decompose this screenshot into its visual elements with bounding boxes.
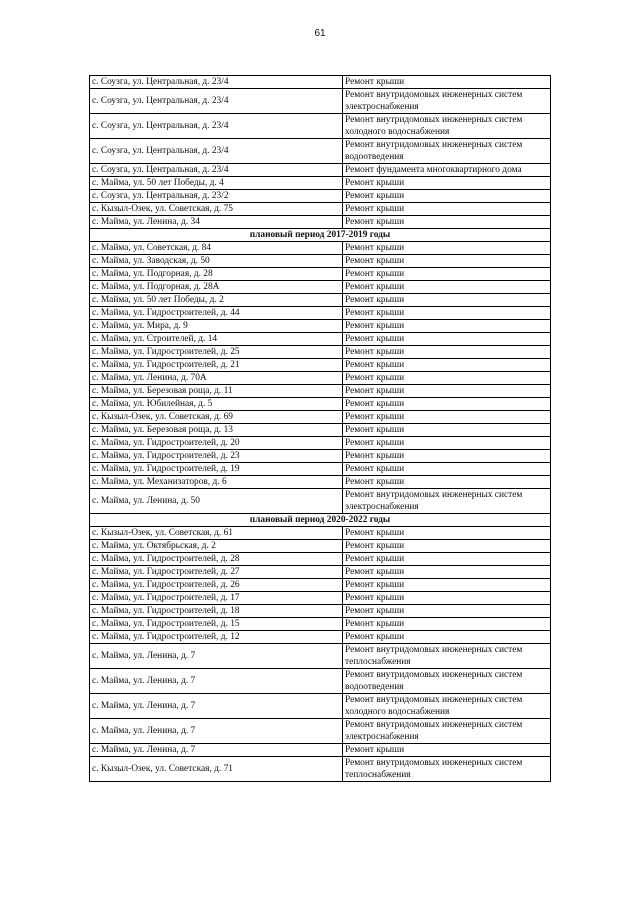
work-type-cell: Ремонт крыши — [343, 437, 551, 450]
address-cell: с. Кызыл-Озек, ул. Советская, д. 69 — [90, 411, 343, 424]
address-cell: с. Майма, ул. Ленина, д. 50 — [90, 489, 343, 514]
address-cell: с. Майма, ул. Ленина, д. 70А — [90, 372, 343, 385]
table-row — [90, 114, 551, 139]
work-type-cell: Ремонт внутридомовых инженерных систем теплоснабжения — [343, 644, 551, 669]
address-cell: с. Майма, ул. Механизаторов, д. 6 — [90, 476, 343, 489]
address-cell: с. Майма, ул. Гидростроителей, д. 27 — [90, 566, 343, 579]
table-row — [90, 398, 551, 411]
address-cell: с. Соузга, ул. Центральная, д. 23/4 — [90, 89, 343, 114]
work-type-cell: Ремонт крыши — [343, 579, 551, 592]
address-cell: с. Майма, ул. Гидростроителей, д. 23 — [90, 450, 343, 463]
table-row — [90, 476, 551, 489]
address-cell: с. Майма, ул. Гидростроителей, д. 12 — [90, 631, 343, 644]
address-cell: с. Майма, ул. Ленина, д. 34 — [90, 216, 343, 229]
address-cell: с. Майма, ул. Гидростроителей, д. 15 — [90, 618, 343, 631]
address-cell: с. Майма, ул. Подгорная, д. 28А — [90, 281, 343, 294]
work-type-cell: Ремонт крыши — [343, 553, 551, 566]
table-row — [90, 566, 551, 579]
address-cell: с. Майма, ул. Гидростроителей, д. 21 — [90, 359, 343, 372]
repair-schedule-table — [89, 75, 551, 782]
section-title: плановый период 2020-2022 годы — [90, 514, 551, 527]
work-type-cell: Ремонт крыши — [343, 450, 551, 463]
address-cell: с. Соузга, ул. Центральная, д. 23/4 — [90, 139, 343, 164]
work-type-cell: Ремонт внутридомовых инженерных систем холодного водоснабжения — [343, 114, 551, 139]
work-type-cell: Ремонт крыши — [343, 385, 551, 398]
table-row — [90, 372, 551, 385]
address-cell: с. Майма, ул. Ленина, д. 7 — [90, 744, 343, 757]
work-type-cell: Ремонт внутридомовых инженерных систем теплоснабжения — [343, 757, 551, 782]
section-header-row — [90, 514, 551, 527]
work-type-cell: Ремонт крыши — [343, 359, 551, 372]
table-row — [90, 139, 551, 164]
address-cell: с. Майма, ул. Гидростроителей, д. 25 — [90, 346, 343, 359]
work-type-cell: Ремонт крыши — [343, 566, 551, 579]
table-row — [90, 669, 551, 694]
work-type-cell: Ремонт крыши — [343, 242, 551, 255]
work-type-cell: Ремонт крыши — [343, 320, 551, 333]
table-row — [90, 489, 551, 514]
work-type-cell: Ремонт внутридомовых инженерных систем электроснабжения — [343, 489, 551, 514]
address-cell: с. Майма, ул. Гидростроителей, д. 28 — [90, 553, 343, 566]
table-row — [90, 346, 551, 359]
table-row — [90, 89, 551, 114]
table-row — [90, 694, 551, 719]
work-type-cell: Ремонт крыши — [343, 294, 551, 307]
table-row — [90, 719, 551, 744]
table-row — [90, 437, 551, 450]
table-row — [90, 631, 551, 644]
table-row — [90, 164, 551, 177]
work-type-cell: Ремонт крыши — [343, 411, 551, 424]
work-type-cell: Ремонт крыши — [343, 281, 551, 294]
work-type-cell: Ремонт фундамента многоквартирного дома — [343, 164, 551, 177]
work-type-cell: Ремонт внутридомовых инженерных систем водоотведения — [343, 669, 551, 694]
table-row — [90, 553, 551, 566]
table-row — [90, 242, 551, 255]
address-cell: с. Соузга, ул. Центральная, д. 23/4 — [90, 114, 343, 139]
work-type-cell: Ремонт крыши — [343, 190, 551, 203]
address-cell: с. Майма, ул. Подгорная, д. 28 — [90, 268, 343, 281]
address-cell: с. Майма, ул. Ленина, д. 7 — [90, 694, 343, 719]
address-cell: с. Майма, ул. Гидростроителей, д. 44 — [90, 307, 343, 320]
address-cell: с. Майма, ул. Березовая роща, д. 11 — [90, 385, 343, 398]
address-cell: с. Кызыл-Озек, ул. Советская, д. 75 — [90, 203, 343, 216]
work-type-cell: Ремонт крыши — [343, 203, 551, 216]
table-row — [90, 333, 551, 346]
table-row — [90, 281, 551, 294]
table-row — [90, 618, 551, 631]
work-type-cell: Ремонт крыши — [343, 631, 551, 644]
address-cell: с. Майма, ул. Гидростроителей, д. 19 — [90, 463, 343, 476]
work-type-cell: Ремонт крыши — [343, 346, 551, 359]
section-header-row — [90, 229, 551, 242]
table-row — [90, 255, 551, 268]
address-cell: с. Майма, ул. 50 лет Победы, д. 4 — [90, 177, 343, 190]
work-type-cell: Ремонт крыши — [343, 527, 551, 540]
table-row — [90, 579, 551, 592]
table-row — [90, 540, 551, 553]
table-row — [90, 644, 551, 669]
table-row — [90, 463, 551, 476]
table-row — [90, 359, 551, 372]
work-type-cell: Ремонт крыши — [343, 216, 551, 229]
address-cell: с. Соузга, ул. Центральная, д. 23/4 — [90, 164, 343, 177]
table-row — [90, 203, 551, 216]
work-type-cell: Ремонт крыши — [343, 744, 551, 757]
table-row — [90, 268, 551, 281]
work-type-cell: Ремонт крыши — [343, 592, 551, 605]
work-type-cell: Ремонт внутридомовых инженерных систем водоотведения — [343, 139, 551, 164]
table-row — [90, 76, 551, 89]
work-type-cell: Ремонт крыши — [343, 268, 551, 281]
address-cell: с. Майма, ул. Заводская, д. 50 — [90, 255, 343, 268]
table-row — [90, 527, 551, 540]
address-cell: с. Майма, ул. Мира, д. 9 — [90, 320, 343, 333]
table-row — [90, 385, 551, 398]
work-type-cell: Ремонт крыши — [343, 307, 551, 320]
work-type-cell: Ремонт внутридомовых инженерных систем холодного водоснабжения — [343, 694, 551, 719]
table-row — [90, 744, 551, 757]
table-row — [90, 605, 551, 618]
address-cell: с. Майма, ул. Гидростроителей, д. 18 — [90, 605, 343, 618]
address-cell: с. Майма, ул. Ленина, д. 7 — [90, 719, 343, 744]
address-cell: с. Майма, ул. Ленина, д. 7 — [90, 669, 343, 694]
work-type-cell: Ремонт крыши — [343, 255, 551, 268]
work-type-cell: Ремонт крыши — [343, 372, 551, 385]
table-row — [90, 592, 551, 605]
address-cell: с. Соузга, ул. Центральная, д. 23/4 — [90, 76, 343, 89]
address-cell: с. Майма, ул. Советская, д. 84 — [90, 242, 343, 255]
address-cell: с. Майма, ул. Березовая роща, д. 13 — [90, 424, 343, 437]
address-cell: с. Майма, ул. Строителей, д. 14 — [90, 333, 343, 346]
address-cell: с. Майма, ул. Гидростроителей, д. 26 — [90, 579, 343, 592]
work-type-cell: Ремонт крыши — [343, 398, 551, 411]
table-row — [90, 307, 551, 320]
address-cell: с. Кызыл-Озек, ул. Советская, д. 71 — [90, 757, 343, 782]
work-type-cell: Ремонт крыши — [343, 333, 551, 346]
section-title: плановый период 2017-2019 годы — [90, 229, 551, 242]
address-cell: с. Майма, ул. Юбилейная, д. 5 — [90, 398, 343, 411]
address-cell: с. Майма, ул. 50 лет Победы, д. 2 — [90, 294, 343, 307]
address-cell: с. Соузга, ул. Центральная, д. 23/2 — [90, 190, 343, 203]
work-type-cell: Ремонт крыши — [343, 618, 551, 631]
table-row — [90, 216, 551, 229]
page-number: 61 — [314, 28, 326, 39]
work-type-cell: Ремонт крыши — [343, 540, 551, 553]
table-row — [90, 757, 551, 782]
table-row — [90, 450, 551, 463]
work-type-cell: Ремонт крыши — [343, 177, 551, 190]
table-row — [90, 424, 551, 437]
table-row — [90, 294, 551, 307]
work-type-cell: Ремонт крыши — [343, 424, 551, 437]
work-type-cell: Ремонт крыши — [343, 476, 551, 489]
table-row — [90, 411, 551, 424]
address-cell: с. Майма, ул. Гидростроителей, д. 20 — [90, 437, 343, 450]
work-type-cell: Ремонт крыши — [343, 463, 551, 476]
table-row — [90, 177, 551, 190]
work-type-cell: Ремонт внутридомовых инженерных систем электроснабжения — [343, 719, 551, 744]
table-body — [90, 76, 551, 782]
address-cell: с. Кызыл-Озек, ул. Советская, д. 61 — [90, 527, 343, 540]
address-cell: с. Майма, ул. Гидростроителей, д. 17 — [90, 592, 343, 605]
table-row — [90, 190, 551, 203]
work-type-cell: Ремонт крыши — [343, 605, 551, 618]
work-type-cell: Ремонт крыши — [343, 76, 551, 89]
work-type-cell: Ремонт внутридомовых инженерных систем электроснабжения — [343, 89, 551, 114]
address-cell: с. Майма, ул. Октябрьская, д. 2 — [90, 540, 343, 553]
address-cell: с. Майма, ул. Ленина, д. 7 — [90, 644, 343, 669]
table-row — [90, 320, 551, 333]
